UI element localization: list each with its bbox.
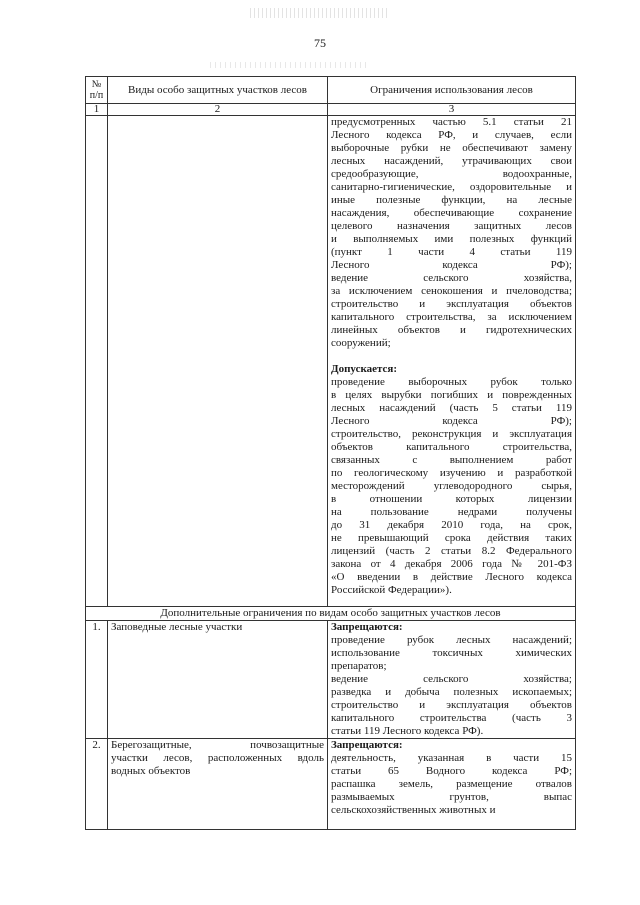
column-number-1: 1 — [86, 104, 108, 116]
row-restrictions — [328, 621, 576, 739]
text-line: средообразующие, водоохранные, — [331, 168, 572, 180]
text-line: не превышающий срока действия таких — [331, 532, 572, 544]
column-number-3: 3 — [328, 104, 576, 116]
prohibited-heading: Запрещаются: — [331, 739, 403, 751]
text-line: сельскохозяйственных животных и — [331, 804, 496, 816]
text-line: проведение рубок лесных насаждений; — [331, 634, 572, 646]
row-restrictions-text — [331, 752, 572, 817]
text-line: в отношении которых лицензии — [331, 493, 572, 505]
text-line: линейных объектов и гидротехнических — [331, 324, 572, 336]
text-line: на пользование недрами получены — [331, 506, 572, 518]
continued-prohibited-text — [331, 116, 572, 350]
header-types: Виды особо защитных участков лесов — [108, 77, 328, 104]
text-line: предусмотренных частью 5.1 статьи 21 — [331, 116, 572, 128]
table-row — [86, 739, 576, 830]
table-row — [86, 621, 576, 739]
table-row-continued — [86, 116, 576, 607]
page-number: 75 — [314, 36, 326, 50]
text-line: (пункт 1 части 4 статьи 119 — [331, 246, 572, 258]
text-line: Лесного кодекса РФ); — [331, 415, 572, 427]
text-line: строительство и эксплуатация объектов — [331, 298, 572, 310]
text-line: санитарно-гигиенические, оздоровительные и — [331, 181, 572, 193]
scan-noise-top — [250, 8, 390, 18]
section-title-row — [86, 607, 576, 621]
continued-restrictions-cell — [328, 116, 576, 607]
row-number: 1. — [86, 621, 108, 739]
row-type-text — [111, 739, 324, 778]
text-line: капитального строительства (часть 3 — [331, 712, 572, 724]
text-line: статьи 65 Водного кодекса РФ; — [331, 765, 572, 777]
text-line: «О введении в действие Лесного кодекса — [331, 571, 572, 583]
text-line: капитального строительства, за исключением — [331, 311, 572, 323]
text-line: и выполняемых ими полезных функций — [331, 233, 572, 245]
row-type: Заповедные лесные участки — [108, 621, 328, 739]
text-line: закона от 4 декабря 2006 года № 201-ФЗ — [331, 558, 572, 570]
text-line: по геологическому изучению и разработкой — [331, 467, 572, 479]
text-line: до 31 декабря 2010 года, на срок, — [331, 519, 572, 531]
text-line: Лесного кодекса РФ, и случаев, если — [331, 129, 572, 141]
prohibited-heading: Запрещаются: — [331, 621, 403, 633]
allowed-heading: Допускается: — [331, 363, 398, 375]
text-line: в целях вырубки погибших и поврежденных — [331, 389, 572, 401]
text-line: связанных с выполнением работ — [331, 454, 572, 466]
text-line: за исключением сенокошения и пчеловодства; — [331, 285, 572, 297]
header-num: № п/п — [86, 77, 108, 104]
text-line: водных объектов — [111, 765, 191, 777]
text-line: лесных насаждений, утрачивающих свои — [331, 155, 572, 167]
text-line: разведка и добыча полезных ископаемых; — [331, 686, 572, 698]
text-line: статьи 119 Лесного кодекса РФ). — [331, 725, 484, 737]
text-line: Российской Федерации»). — [331, 584, 452, 596]
row-restrictions — [328, 739, 576, 830]
text-line: насаждения, обеспечивающие сохранение — [331, 207, 572, 219]
column-number-row — [86, 104, 576, 116]
text-line: использование токсичных химических — [331, 647, 572, 659]
text-line: ведение сельского хозяйства; — [331, 673, 572, 685]
text-line: строительство и эксплуатация объектов — [331, 699, 572, 711]
allowed-text — [331, 376, 572, 597]
section-title: Дополнительные ограничения по видам особо защитных участков лесов — [86, 607, 576, 621]
column-number-2: 2 — [108, 104, 328, 116]
text-line: препаратов; — [331, 660, 387, 672]
row-number: 2. — [86, 739, 108, 830]
text-line: целевого назначения защитных лесов — [331, 220, 572, 232]
text-line: выборочные рубки не обеспечивают замену — [331, 142, 572, 154]
text-line: лесных насаждений (часть 5 статьи 119 — [331, 402, 572, 414]
text-line: проведение выборочных рубок только — [331, 376, 572, 388]
text-line: участки лесов, расположенных вдоль — [111, 752, 324, 764]
text-line: лицензий (часть 2 статьи 8.2 Федерального — [331, 545, 572, 557]
header-restrictions: Ограничения использования лесов — [328, 77, 576, 104]
text-line: деятельность, указанная в части 15 — [331, 752, 572, 764]
text-line: ведение сельского хозяйства, — [331, 272, 572, 284]
text-line: Берегозащитные, почвозащитные — [111, 739, 324, 751]
text-line: объектов капитального строительства, — [331, 441, 572, 453]
row-type — [108, 739, 328, 830]
text-line: иные полезные функции, на лесные — [331, 194, 572, 206]
text-line: размываемых грунтов, выпас — [331, 791, 572, 803]
scan-noise-header — [210, 62, 370, 68]
text-line: сооружений; — [331, 337, 391, 349]
text-line: месторождений углеводородного сырья, — [331, 480, 572, 492]
text-line: распашка земель, размещение отвалов — [331, 778, 572, 790]
text-line: Лесного кодекса РФ); — [331, 259, 572, 271]
row-restrictions-text — [331, 634, 572, 738]
text-line: строительство, реконструкция и эксплуатация — [331, 428, 572, 440]
restrictions-table — [85, 76, 576, 830]
table-header-row — [86, 77, 576, 104]
